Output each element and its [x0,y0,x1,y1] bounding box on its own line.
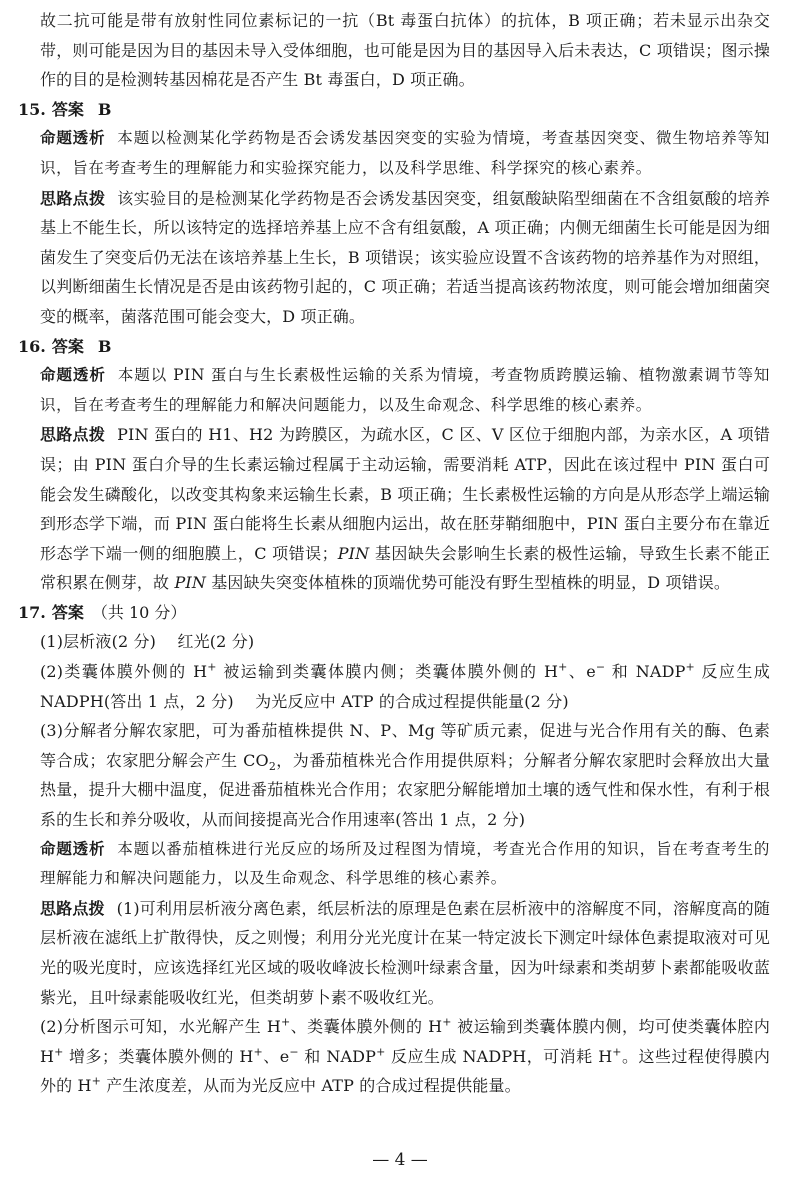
q15-answer-label: 答案 [51,99,84,119]
q16-answer: B [97,336,112,356]
q17-answer-label: 答案 [51,602,84,622]
q17-silu2-sup-3: + [54,1045,64,1059]
q16-mingti-label: 命题透析 [40,366,106,385]
q17-silu2-d: 增多；类囊体膜外侧的 H [63,1046,254,1066]
q17-a3-text-a: (3)分解者分解农家肥，可为番茄植株提供 N、P、Mg 等矿质元素，促进与光合作用有关的酶、色素等合成；农家肥分解会产生 CO [40,721,770,770]
q16-heading [18,332,770,362]
q17-silu2-a: (2)分析图示可知，水光解产生 H [40,1017,281,1037]
q15-mingti [40,124,770,183]
q15-heading [18,95,770,125]
q17-silu2-b: 、类囊体膜外侧的 H [290,1017,443,1037]
q17-a3-text-b: ，为番茄植株光合作用提供原料；分解者分解农家肥时会释放出大量热量，提升大棚中温度，促进番茄植株光合作用；农家肥分解能增加土壤的透气性和保水性，有利于根系的生长和养分吸收，从而间接提高光合作用速率(答出 1 点，2 分) [40,750,770,830]
q16-silu-text-b: 基因缺失会影响生长素的极性运输，导致生长素不能正常积累在侧芽，故 [40,543,770,593]
q17-silu2-sup-7: + [612,1045,622,1059]
q16-silu-label: 思路点拨 [40,425,106,445]
q16-answer-label: 答案 [51,336,84,356]
q17-mingti-label: 命题透析 [40,839,106,858]
q16-silu-text-a: PIN 蛋白的 H1、H2 为跨膜区，为疏水区，C 区、V 区位于细胞内部，为亲水区，A 项错误；由 PIN 蛋白介导的生长素运输过程属于主动运输，需要消耗 ATP，因此在该过程中 PIN 蛋白可能会发生磷酸化，以改变其构象来运输生长素，B 项正确；生长素极性运输的方向是从形态学上端运输到形态学下端，而 PIN 蛋白能将生长素从细胞内运出，故在胚芽鞘细胞中，PIN 蛋白主要分布在靠近形态学下端一侧的细胞膜上，C 项错误； [40,425,770,563]
intro-paragraph: 故二抗可能是带有放射性同位素标记的一抗（Bt 毒蛋白抗体）的抗体，B 项正确；若未显示出杂交带，则可能是因为目的基因未导入受体细胞，也可能是因为目的基因导入后未表达，C 项错误；图示操作的目的是检测转基因棉花是否产生 Bt 毒蛋白，D 项正确。 [40,11,770,90]
q17-silu2-sup-1: + [280,1015,291,1029]
q17-silu2-sup-2: + [442,1015,452,1029]
q15-silu-text: 该实验目的是检测某化学药物是否会诱发基因突变，组氨酸缺陷型细菌在不含组氨酸的培养基上不能生长，所以该特定的选择培养基上应不含有组氨酸，A 项正确；内侧无细菌生长可能是因为细菌发生了突变后仍无法在该培养基上生长，B 项错误；该实验应设置不含该药物的培养基作为对照组，以判断细菌生长情况是否是由该药物引起的，C 项正确；若适当提高该药物浓度，则可能会增加细菌突变的概率，菌落范围可能会变大，D 项正确。 [40,188,770,326]
q17-heading [18,598,770,628]
q17-a2-text-b: 被运输到类囊体膜内侧；类囊体膜外侧的 H [216,662,559,682]
q17-a2-text-c: 、e [567,662,596,682]
q17-a2-sup-4: + [685,660,695,674]
q15-silu-label: 思路点拨 [40,188,106,208]
q16-gene-pin-1: PIN [337,543,370,563]
q17-silu-1 [40,894,770,1012]
q17-a2-text-a: (2)类囊体膜外侧的 H [40,662,208,682]
q17-a2-sup-3: − [595,660,606,674]
q17-mingti [40,835,770,894]
q17-answer-2 [40,657,770,716]
q17-a3-sub: 2 [268,760,276,774]
q17-silu2-sup-8: + [91,1075,102,1089]
q16-silu-text-c: 基因缺失突变体植株的顶端优势可能没有野生型植株的明显，D 项错误。 [205,573,731,593]
q17-silu2-g: 反应生成 NADPH，可消耗 H [385,1046,613,1066]
page-number: — 4 — [372,1150,428,1170]
q17-silu2-e: 、e [262,1046,290,1066]
q16-mingti-text: 本题以 PIN 蛋白与生长素极性运输的关系为情境，考查物质跨膜运输、植物激素调节等知识，旨在考查考生的理解能力和解决问题能力，以及生命观念、科学思维的核心素养。 [40,366,770,414]
q16-mingti [40,361,770,420]
q17-answer-3 [40,716,770,834]
q17-silu2-f: 和 NADP [298,1046,377,1066]
q16-silu [40,420,770,598]
q17-number: 17. [18,602,46,622]
q17-silu2-c: 被运输到类囊体膜内侧，均可使类囊体腔内 H [40,1017,770,1066]
q15-mingti-text: 本题以检测某化学药物是否会诱发基因突变的实验为情境，考查基因突变、微生物培养等知识，旨在考查考生的理解能力和实验探究能力，以及科学思维、科学探究的核心素养。 [40,129,770,177]
q17-silu-label: 思路点拨 [40,898,105,918]
q16-number: 16. [18,336,46,356]
q17-a2-sup-2: + [558,660,568,674]
q15-number: 15. [18,99,46,119]
q17-silu-1-text: (1)可利用层析液分离色素，纸层析法的原理是色素在层析液中的溶解度不同，溶解度高的随层析液在滤纸上扩散得快，反之则慢；利用分光光度计在某一特定波长下测定叶绿体色素提取液对可见光的吸光度时，应该选择红光区域的吸收峰波长检测叶绿素含量，因为叶绿素和类胡萝卜素都能吸收蓝紫光，且叶绿素能吸收红光，但类胡萝卜素不吸收红光。 [40,898,770,1007]
q17-a2-sup-1: + [207,660,217,674]
q17-silu2-i: 产生浓度差，从而为光反应中 ATP 的合成过程提供能量。 [101,1076,521,1096]
q17-mingti-text: 本题以番茄植株进行光反应的场所及过程图为情境，考查光合作用的知识，旨在考查考生的理解能力和解决问题能力，以及生命观念、科学思维的核心素养。 [40,839,770,888]
q17-a2-text-d: 和 NADP [605,662,686,682]
q17-silu2-sup-5: − [289,1045,299,1059]
q17-answer: （共 10 分） [91,602,187,622]
q16-gene-pin-2: PIN [174,573,206,593]
q17-silu2-sup-4: + [253,1045,263,1059]
q17-silu2-h: 。这些过程使得膜内外的 H [40,1046,770,1096]
q17-silu-2 [40,1012,770,1101]
q17-silu2-sup-6: + [376,1045,386,1059]
q15-silu [40,184,770,332]
q15-answer: B [97,99,112,119]
q17-a2-text-e: 反应生成 NADPH(答出 1 点，2 分) 为光反应中 ATP 的合成过程提供能量(2 分) [40,662,770,711]
q17-answer-1: (1)层析液(2 分) 红光(2 分) [40,632,255,652]
q15-mingti-label: 命题透析 [40,129,106,148]
